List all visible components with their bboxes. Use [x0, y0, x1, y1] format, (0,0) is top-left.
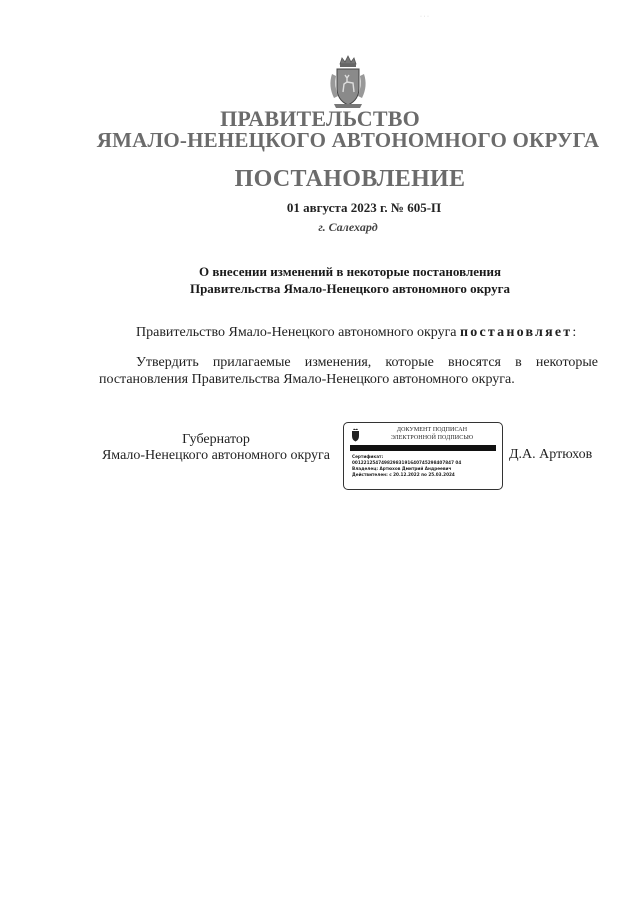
- decree-subject: [0, 263, 640, 297]
- signatory-title: Губернатор: [182, 432, 250, 447]
- electronic-signature-stamp: [343, 422, 503, 490]
- keyword-resolves: постановляет: [460, 325, 573, 340]
- stamp-emblem-icon: [350, 428, 361, 442]
- paragraph-approve: [99, 354, 598, 388]
- stamp-certificate-number: 00122125474982983191640745298407847 04: [352, 460, 462, 465]
- stamp-divider-bar: [350, 445, 496, 451]
- decree-title: ПОСТАНОВЛЕНИЕ: [234, 166, 466, 192]
- signatory-position: [100, 432, 332, 464]
- paragraph-resolution: [136, 325, 576, 341]
- signatory-name: Д.А. Артюхов: [509, 447, 593, 462]
- stamp-details: [352, 454, 500, 478]
- scan-artifact: · · ·: [420, 14, 429, 20]
- coat-of-arms-icon: [326, 54, 370, 110]
- stamp-certificate-label: Сертификат:: [352, 454, 384, 459]
- stamp-owner: Владелец: Артюхов Дмитрий Андреевич: [352, 466, 452, 471]
- paragraph-resolution-end: :: [572, 325, 577, 340]
- subject-line-1: О внесении изменений в некоторые постановления: [198, 264, 502, 279]
- stamp-heading-line-2: ЭЛЕКТРОННОЙ ПОДПИСЬЮ: [390, 434, 474, 441]
- paragraph-approve-text: Утвердить прилагаемые изменения, которые вносятся в некоторые постановления Правительства Ямало-Ненецкого автономного округа.: [99, 355, 598, 387]
- paragraph-resolution-text: Правительство Ямало-Ненецкого автономного округа: [136, 325, 461, 340]
- government-region-title: ЯМАЛО-НЕНЕЦКОГО АВТОНОМНОГО ОКРУГА: [96, 128, 600, 152]
- subject-line-2: Правительства Ямало-Ненецкого автономного округа: [189, 281, 511, 296]
- decree-date-number: 01 августа 2023 г. № 605-П: [286, 200, 442, 215]
- government-title: ПРАВИТЕЛЬСТВО: [220, 106, 420, 131]
- stamp-heading-line-1: ДОКУМЕНТ ПОДПИСАН: [396, 427, 468, 433]
- signatory-region: Ямало-Ненецкого автономного округа: [101, 448, 331, 463]
- stamp-validity: Действителен: с 20.12.2022 по 25.03.2024: [352, 472, 455, 477]
- stamp-heading: [364, 427, 500, 442]
- decree-city: г. Салехард: [318, 220, 378, 234]
